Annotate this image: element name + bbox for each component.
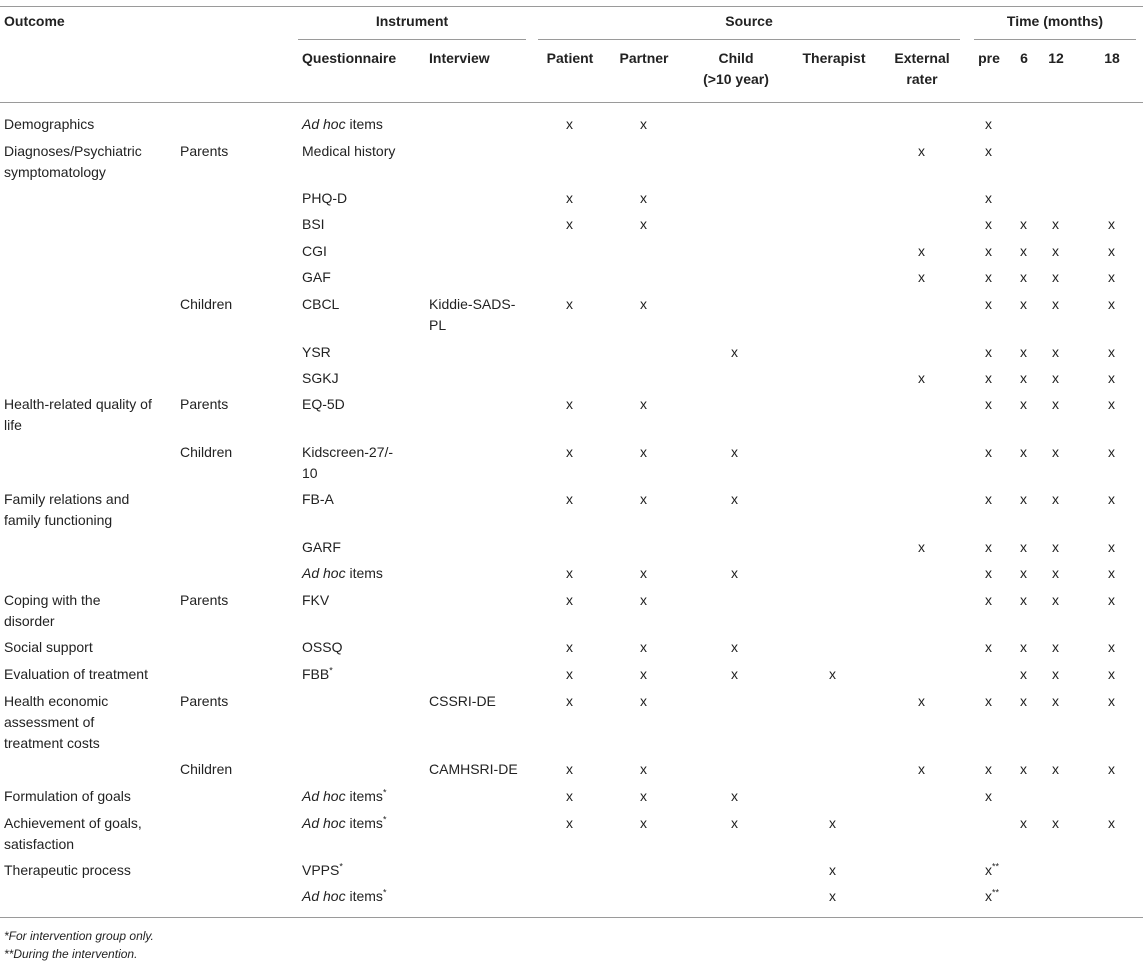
check-mark: x [1052,444,1059,460]
check-mark: x [1020,296,1027,312]
outcome-cell: assessment of [4,714,95,730]
check-mark: x** [985,861,1000,878]
check-mark: x [731,344,738,360]
check-mark: x [1108,396,1115,412]
check-mark: x [640,639,647,655]
header-12: 12 [1048,50,1064,66]
check-mark: x [640,788,647,804]
check-mark: x [1052,344,1059,360]
check-mark: x [985,639,992,655]
check-mark: x [1020,761,1027,777]
questionnaire-cell: Ad hoc items* [302,787,387,804]
check-mark: x [1020,243,1027,259]
check-mark: x [640,444,647,460]
check-mark: x [640,296,647,312]
questionnaire-cell: OSSQ [302,639,343,655]
check-mark: x [566,693,573,709]
check-mark: x [1108,344,1115,360]
check-mark: x [640,396,647,412]
check-mark: x [566,639,573,655]
check-mark: x [985,190,992,206]
check-mark: x [1108,370,1115,386]
check-mark: x [1108,491,1115,507]
check-mark: x [731,444,738,460]
outcome-cell: family functioning [4,512,113,528]
check-mark: x [918,143,925,159]
header-child-1: Child [718,50,754,66]
outcome-cell: Health-related quality of [4,396,152,412]
check-mark: x [829,666,836,682]
questionnaire-cell: 10 [302,465,318,481]
questionnaire-cell: CBCL [302,296,340,312]
check-mark: x [566,491,573,507]
check-mark: x [1020,269,1027,285]
questionnaire-cell: Ad hoc items [302,565,383,581]
check-mark: x [985,491,992,507]
instrument-rule [298,39,526,40]
check-mark: x [918,370,925,386]
group-cell: Parents [180,143,229,159]
header-outcome: Outcome [4,13,65,29]
check-mark: x [566,396,573,412]
group-cell: Children [180,761,233,777]
check-mark: x [985,396,992,412]
check-mark: x [640,592,647,608]
interview-cell: CAMHSRI-DE [429,761,518,777]
check-mark: x [1108,693,1115,709]
check-mark: x [985,296,992,312]
check-mark: x [640,666,647,682]
check-mark: x [1052,370,1059,386]
outcome-cell: Formulation of goals [4,788,131,804]
group-cell: Parents [180,693,229,709]
check-mark: x [1052,666,1059,682]
check-mark: x [1108,269,1115,285]
check-mark: x [829,815,836,831]
questionnaire-cell: CGI [302,243,327,259]
header-interview: Interview [429,50,490,66]
check-mark: x [566,592,573,608]
check-mark: x [985,693,992,709]
check-mark: x [566,666,573,682]
check-mark: x [985,143,992,159]
check-mark: x [731,815,738,831]
questionnaire-cell: SGKJ [302,370,339,386]
check-mark: x [566,296,573,312]
questionnaire-cell: Ad hoc items* [302,887,387,904]
header-18: 18 [1104,50,1120,66]
check-mark: x [566,216,573,232]
check-mark: x [566,761,573,777]
header-instrument: Instrument [375,13,449,29]
outcome-cell: treatment costs [4,735,100,751]
header-external-1: External [894,50,950,66]
group-cell: Parents [180,592,229,608]
check-mark: x [1052,761,1059,777]
check-mark: x [731,491,738,507]
check-mark: x [985,344,992,360]
check-mark: x [640,116,647,132]
check-mark: x [640,815,647,831]
outcome-cell: symptomatology [4,164,106,180]
check-mark: x [731,565,738,581]
check-mark: x [1108,761,1115,777]
header-external-2: rater [906,71,938,87]
header-child-2: (>10 year) [703,71,769,87]
questionnaire-cell: Ad hoc items* [302,814,387,831]
interview-cell: Kiddie-SADS- [429,296,516,312]
header-pre: pre [978,50,1000,66]
outcome-cell: Achievement of goals, [4,815,142,831]
questionnaire-cell: GAF [302,269,331,285]
questionnaire-cell: EQ-5D [302,396,345,412]
questionnaire-cell: FKV [302,592,330,608]
check-mark: x [566,190,573,206]
check-mark: x [1108,565,1115,581]
check-mark: x [1020,216,1027,232]
check-mark: x [640,190,647,206]
interview-cell: CSSRI-DE [429,693,496,709]
check-mark: x [918,243,925,259]
check-mark: x [566,116,573,132]
check-mark: x [640,491,647,507]
questionnaire-cell: YSR [302,344,331,360]
check-mark: x [1020,565,1027,581]
header-bottom-rule [0,102,1143,103]
check-mark: x [1020,815,1027,831]
check-mark: x [1108,666,1115,682]
check-mark: x [1052,693,1059,709]
check-mark: x [731,788,738,804]
check-mark: x [1052,216,1059,232]
check-mark: x [829,888,836,904]
check-mark: x [1108,216,1115,232]
check-mark: x [1108,815,1115,831]
outcome-cell: Evaluation of treatment [4,666,148,682]
check-mark: x [985,592,992,608]
questionnaire-cell: Ad hoc items [302,116,383,132]
group-cell: Parents [180,396,229,412]
check-mark: x [640,216,647,232]
check-mark: x [640,565,647,581]
check-mark: x [985,269,992,285]
header-therapist: Therapist [802,50,866,66]
check-mark: x [829,862,836,878]
header-time: Time (months) [1006,13,1104,29]
check-mark: x [985,444,992,460]
check-mark: x [1020,693,1027,709]
check-mark: x [1052,565,1059,581]
check-mark: x [1020,491,1027,507]
check-mark: x [1020,444,1027,460]
questionnaire-cell: FBB* [302,665,333,682]
outcome-cell: life [4,417,22,433]
check-mark: x [566,444,573,460]
check-mark: x [1052,592,1059,608]
header-6: 6 [1020,50,1028,66]
check-mark: x [985,116,992,132]
bottom-rule [0,917,1143,918]
check-mark: x [1020,539,1027,555]
check-mark: x [566,788,573,804]
outcome-cell: Health economic [4,693,109,709]
check-mark: x [731,639,738,655]
check-mark: x [1108,592,1115,608]
group-cell: Children [180,444,233,460]
questionnaire-cell: BSI [302,216,325,232]
check-mark: x [566,815,573,831]
check-mark: x [1052,269,1059,285]
outcome-cell: Coping with the [4,592,101,608]
outcome-cell: Family relations and [4,491,130,507]
check-mark: x [1052,539,1059,555]
interview-cell: PL [429,317,447,333]
check-mark: x [918,269,925,285]
check-mark: x [918,761,925,777]
check-mark: x [1020,666,1027,682]
check-mark: x [1020,639,1027,655]
header-questionnaire: Questionnaire [302,50,397,66]
check-mark: x [566,565,573,581]
check-mark: x [1108,444,1115,460]
check-mark: x [1052,296,1059,312]
check-mark: x [1052,491,1059,507]
questionnaire-cell: GARF [302,539,341,555]
check-mark: x [1020,396,1027,412]
questionnaire-cell: PHQ-D [302,190,348,206]
questionnaire-cell: Kidscreen-27/- [302,444,394,460]
outcome-cell: disorder [4,613,55,629]
check-mark: x [1052,815,1059,831]
check-mark: x [1108,243,1115,259]
group-cell: Children [180,296,233,312]
top-rule [0,6,1143,7]
outcome-cell: Social support [4,639,93,655]
footnote-2: **During the intervention. [4,947,138,961]
outcome-cell: Diagnoses/Psychiatric [4,143,142,159]
check-mark: x [1020,592,1027,608]
check-mark: x [1108,539,1115,555]
check-mark: x [985,216,992,232]
check-mark: x [1108,296,1115,312]
outcome-cell: Demographics [4,116,95,132]
questionnaire-cell: Medical history [302,143,396,159]
check-mark: x [640,761,647,777]
check-mark: x [985,788,992,804]
outcome-cell: satisfaction [4,836,75,852]
source-rule [538,39,960,40]
check-mark: x** [985,887,1000,904]
check-mark: x [918,539,925,555]
check-mark: x [985,539,992,555]
footnote-1: *For intervention group only. [4,929,154,943]
header-partner: Partner [619,50,669,66]
check-mark: x [1108,639,1115,655]
check-mark: x [985,761,992,777]
header-source: Source [725,13,773,29]
check-mark: x [731,666,738,682]
questionnaire-cell: VPPS* [302,861,343,878]
time-rule [974,39,1136,40]
check-mark: x [640,693,647,709]
check-mark: x [918,693,925,709]
check-mark: x [1052,639,1059,655]
check-mark: x [1020,344,1027,360]
outcome-cell: Therapeutic process [4,862,131,878]
check-mark: x [985,370,992,386]
questionnaire-cell: FB-A [302,491,334,507]
check-mark: x [985,243,992,259]
header-patient: Patient [546,50,594,66]
check-mark: x [1020,370,1027,386]
check-mark: x [1052,396,1059,412]
check-mark: x [985,565,992,581]
check-mark: x [1052,243,1059,259]
